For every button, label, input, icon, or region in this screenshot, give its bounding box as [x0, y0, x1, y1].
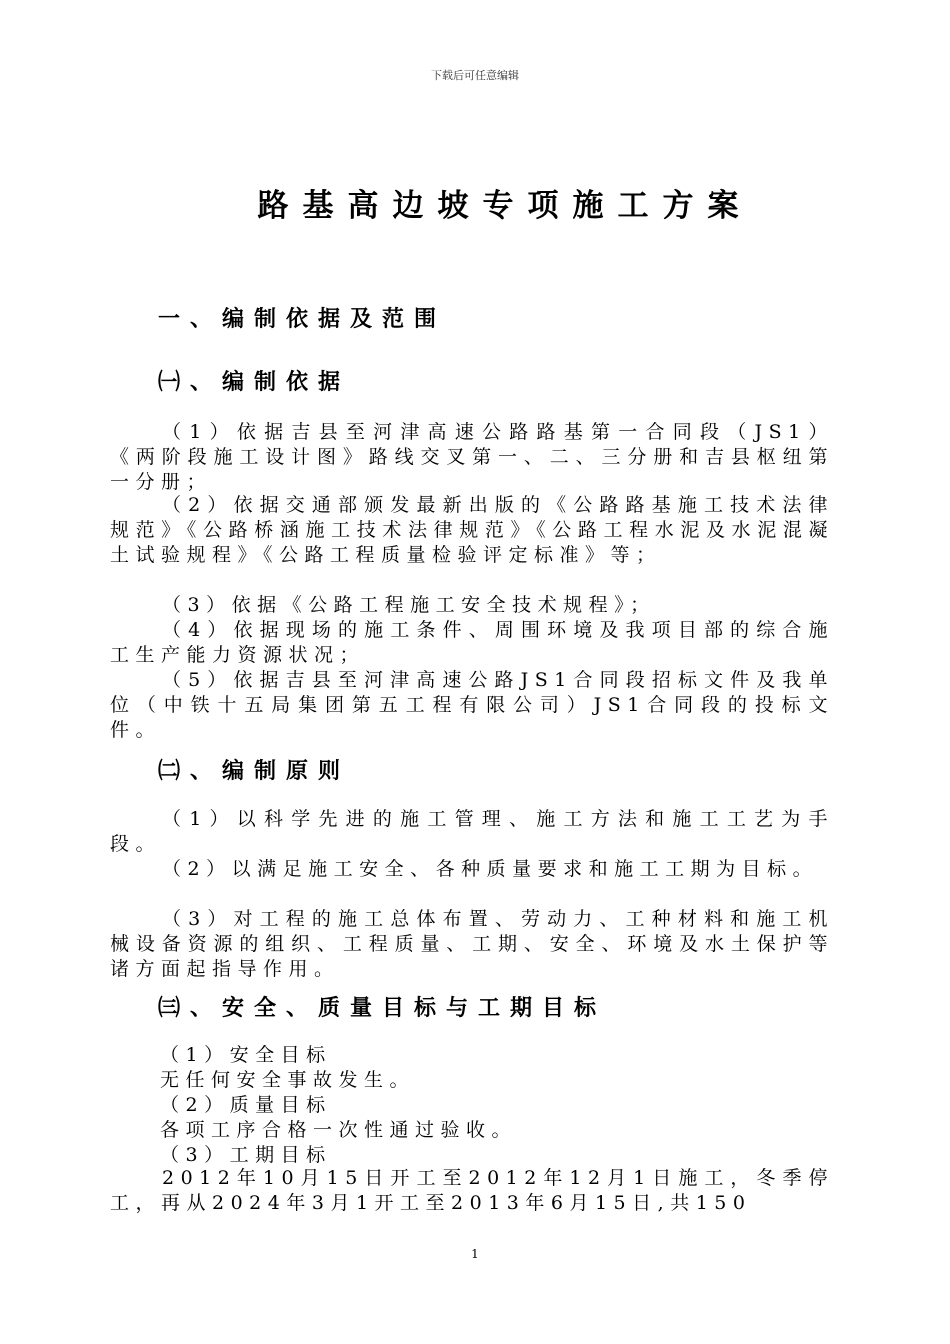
quality-target-text: 各项工序合格一次性通过验收。 [160, 1119, 518, 1141]
safety-target-label: （1）安全目标 [160, 1044, 332, 1066]
document-title: 路基高边坡专项施工方案 [257, 188, 753, 224]
basis-item-1: （1）依据吉县至河津高速公路路基第一合同段（JS1）《两阶段施工设计图》路线交叉第一、二、三分册和吉县枢纽第一分册； [110, 421, 834, 493]
basis-item-5: （5）依据吉县至河津高速公路JS1合同段招标文件及我单位（中铁十五局集团第五工程有限公司）JS1合同段的投标文件。 [110, 669, 834, 741]
schedule-target-label: （3）工期目标 [160, 1144, 332, 1166]
page-header-note: 下载后可任意编辑 [431, 69, 519, 82]
principle-item-2: （2）以满足施工安全、各种质量要求和施工工期为目标。 [162, 858, 819, 880]
subsection-heading-principles: ㈡、编制原则 [158, 759, 351, 784]
subsection-heading-basis: ㈠、编制依据 [158, 370, 351, 395]
subsection-heading-targets: ㈢、安全、质量目标与工期目标 [158, 996, 607, 1021]
basis-item-4: （4）依据现场的施工条件、周围环境及我项目部的综合施工生产能力资源状况； [110, 619, 834, 666]
section-heading: 一、编制依据及范围 [158, 307, 447, 332]
basis-item-2: （2）依据交通部颁发最新出版的《公路路基施工技术法律规范》《公路桥涵施工技术法律规范》《公路工程水泥及水泥混凝土试验规程》《公路工程质量检验评定标准》等； [110, 494, 834, 566]
safety-target-text: 无任何安全事故发生。 [160, 1069, 416, 1091]
quality-target-label: （2）质量目标 [160, 1094, 332, 1116]
principle-item-3: （3）对工程的施工总体布置、劳动力、工种材料和施工机械设备资源的组织、工程质量、工期、安全、环境及水土保护等诸方面起指导作用。 [110, 908, 834, 980]
schedule-target-text: 2012年10月15日开工至2012年12月1日施工，冬季停工，再从2024年3月1开工至2013年6月15日,共150 [110, 1167, 834, 1214]
principle-item-1: （1）以科学先进的施工管理、施工方法和施工工艺为手段。 [110, 808, 834, 855]
page-number: 1 [471, 1247, 479, 1261]
basis-item-3: （3）依据《公路工程施工安全技术规程》； [162, 594, 656, 616]
